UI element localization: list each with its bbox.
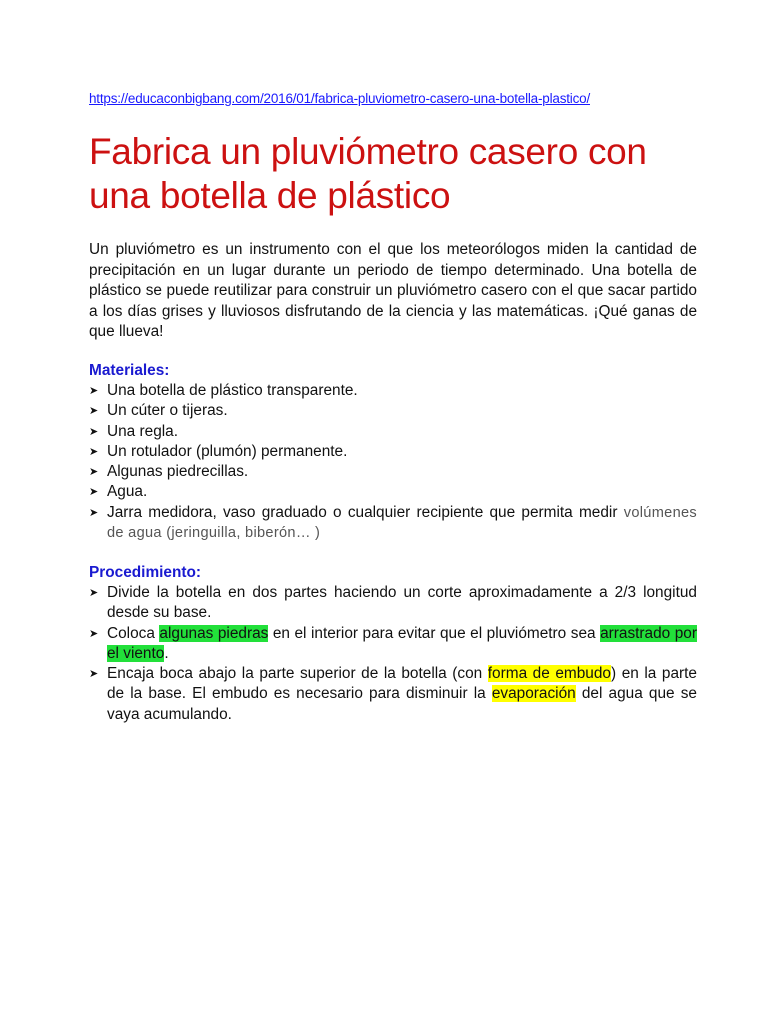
- procedure-step-text: Encaja boca abajo la parte superior de la botella (con: [107, 665, 488, 683]
- arrow-bullet-icon: ➤: [89, 405, 99, 418]
- procedure-list: [89, 583, 697, 725]
- arrow-bullet-icon: ➤: [89, 486, 99, 499]
- material-item-text: Agua.: [107, 483, 148, 501]
- arrow-bullet-icon: ➤: [89, 445, 99, 458]
- arrow-bullet-icon: ➤: [89, 425, 99, 438]
- procedure-step-text: ) en la parte de la base. El embudo es necesario para disminuir la: [107, 665, 697, 703]
- material-item-text: Una botella de plástico transparente.: [107, 382, 358, 399]
- materials-list: [89, 381, 697, 543]
- procedure-step-text: Divide la botella en dos partes haciendo un corte aproximadamente a 2/3 longitud desde su base.: [107, 584, 697, 622]
- list-item: [89, 482, 697, 502]
- procedure-step-text: en el interior para evitar que el pluviómetro sea: [268, 624, 601, 642]
- material-item-text: Un rotulador (plumón) permanente.: [107, 442, 348, 460]
- procedure-step-text: .: [164, 644, 169, 662]
- arrow-bullet-icon: ➤: [89, 385, 99, 397]
- highlighted-text: evaporación: [491, 685, 576, 703]
- material-item-text: Jarra medidora, vaso graduado o cualquier recipiente que permita medir: [107, 503, 618, 521]
- list-item: [89, 664, 697, 725]
- source-url-link[interactable]: https://educaconbigbang.com/2016/01/fabrica-pluviometro-casero-una-botella-plastico/: [89, 91, 590, 106]
- arrow-bullet-icon: ➤: [89, 466, 99, 479]
- list-item: [89, 381, 697, 401]
- list-item: [89, 624, 697, 665]
- material-item-text: Un cúter o tijeras.: [107, 402, 228, 420]
- material-item-text: Algunas piedrecillas.: [107, 463, 249, 481]
- highlighted-text: arrastrado por el viento: [107, 624, 697, 662]
- arrow-bullet-icon: ➤: [89, 627, 99, 640]
- intro-paragraph: Un pluviómetro es un instrumento con el que los meteorólogos miden la cantidad de precipitación en un lugar durante un periodo de tiempo determinado. Una botella de plástico se puede reutilizar para construir un pluviómetro casero con el que sacar partido a los días grises y lluviosos disfrutando de la ciencia y las matemáticas. ¡Qué ganas de que llueva!: [89, 241, 697, 340]
- procedure-step-text: Coloca: [107, 624, 160, 642]
- list-item: [89, 442, 697, 462]
- procedure-step-text: del agua que se vaya acumulando.: [107, 685, 697, 723]
- material-item-text: Una regla.: [107, 422, 179, 440]
- arrow-bullet-icon: ➤: [89, 668, 99, 681]
- list-item: [89, 583, 697, 624]
- material-item-grey-text: volúmenes de agua (jeringuilla, biberón… ): [107, 504, 697, 542]
- list-item: [89, 422, 697, 442]
- title-line-2: una botella de plástico: [89, 175, 451, 216]
- document-title: [89, 130, 697, 218]
- materials-heading: Materiales:: [89, 362, 170, 379]
- highlighted-text: algunas piedras: [159, 624, 269, 642]
- title-line-1: Fabrica un pluviómetro casero con: [89, 131, 647, 172]
- list-item: [89, 401, 697, 421]
- arrow-bullet-icon: ➤: [89, 587, 99, 599]
- list-item: [89, 462, 697, 482]
- arrow-bullet-icon: ➤: [89, 506, 99, 519]
- list-item: [89, 503, 697, 544]
- highlighted-text: forma de embudo: [487, 665, 611, 683]
- procedure-heading: Procedimiento:: [89, 564, 202, 581]
